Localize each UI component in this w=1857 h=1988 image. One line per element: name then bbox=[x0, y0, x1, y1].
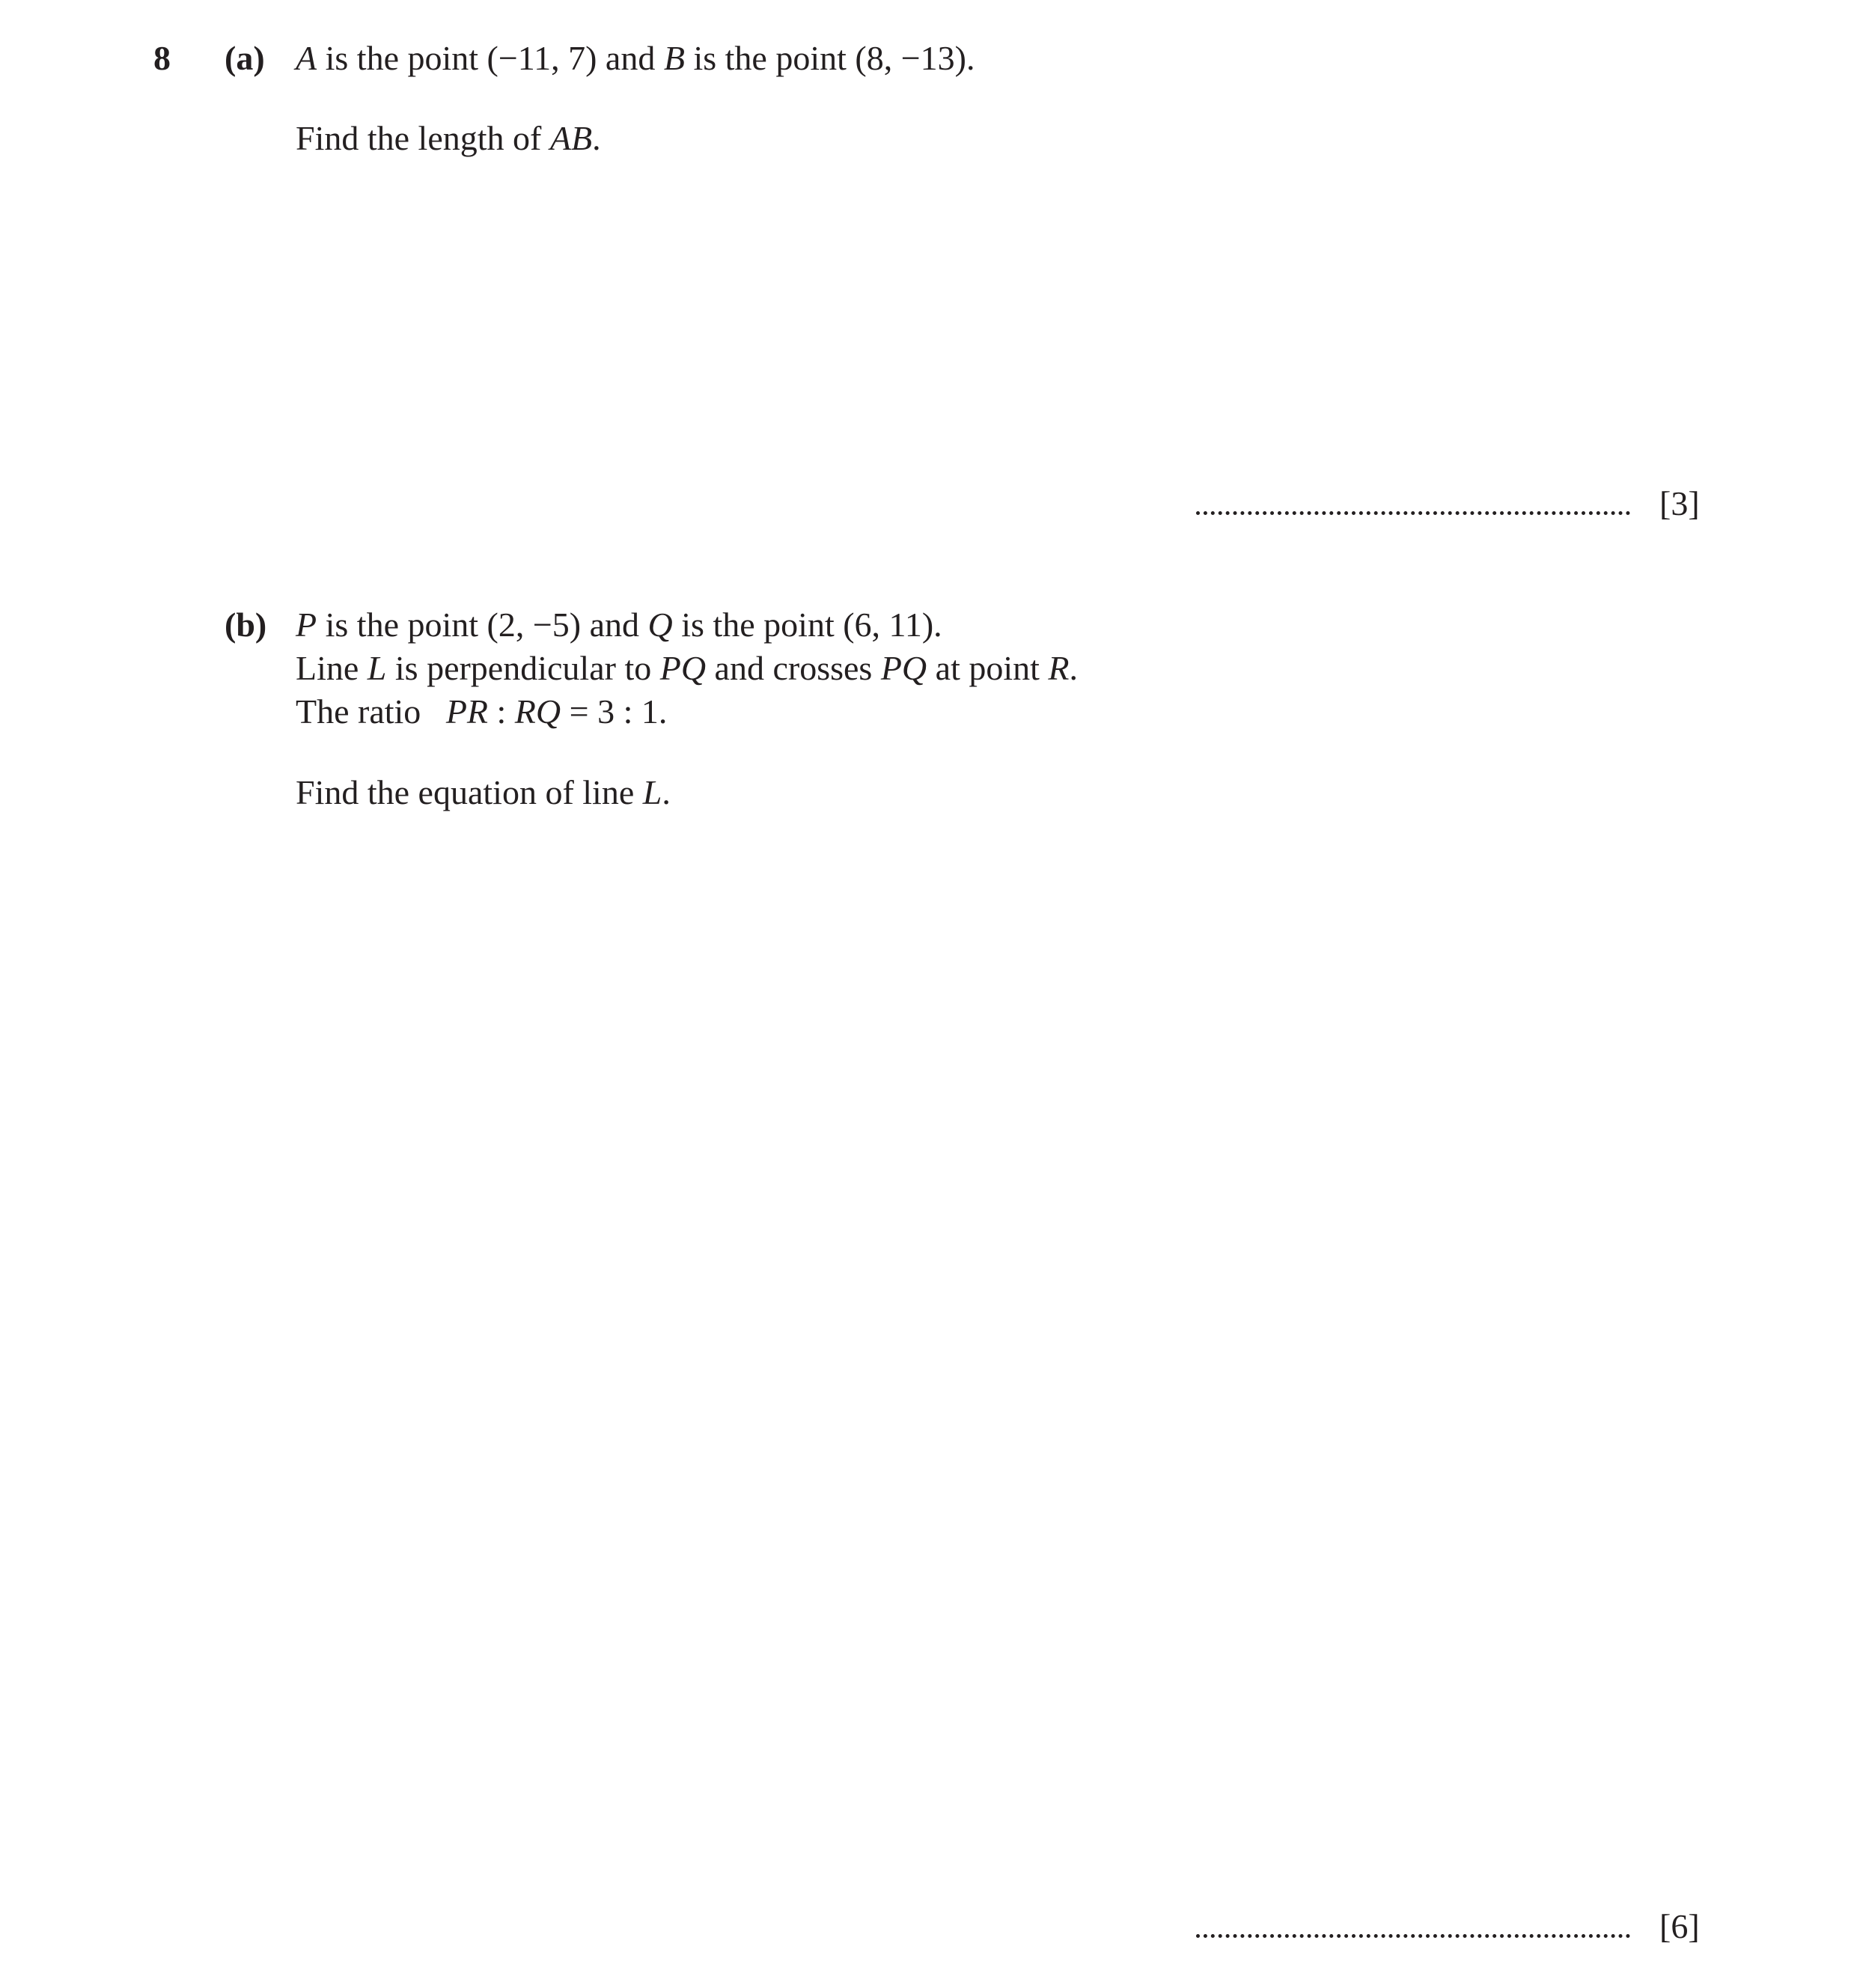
point-q-name: Q bbox=[647, 606, 673, 644]
part-a-text-1: is the point (−11, 7) and bbox=[317, 39, 664, 77]
part-b-line2-text-2: is perpendicular to bbox=[386, 649, 660, 687]
part-b-line2-text-1: Line bbox=[296, 649, 368, 687]
segment-pq-name: PQ bbox=[659, 649, 707, 687]
part-b-instruction-end: . bbox=[662, 773, 671, 811]
point-r-name: R bbox=[1048, 649, 1070, 687]
ratio-value: = 3 : 1. bbox=[561, 692, 668, 731]
part-a-label: (a) bbox=[225, 39, 265, 77]
part-b-text-1: is the point (2, −5) and bbox=[317, 606, 648, 644]
point-a-name: A bbox=[296, 39, 317, 77]
line-l-name-2: L bbox=[642, 773, 662, 811]
part-b-line2-text-5: . bbox=[1069, 649, 1079, 687]
part-b-line2-text-4: at point bbox=[927, 649, 1049, 687]
segment-pq-name-2: PQ bbox=[880, 649, 927, 687]
part-b-ratio bbox=[296, 692, 668, 731]
part-a-statement bbox=[296, 41, 975, 76]
point-p-name: P bbox=[296, 606, 317, 644]
part-b-line2-text-3: and crosses bbox=[706, 649, 881, 687]
part-a-instruction bbox=[296, 121, 601, 156]
part-b-label: (b) bbox=[225, 606, 267, 644]
ratio-text: The ratio bbox=[296, 692, 430, 731]
segment-ab-name: AB bbox=[549, 119, 593, 157]
part-a-text-2: is the point (8, −13). bbox=[684, 39, 975, 77]
answer-line-a[interactable] bbox=[1196, 511, 1630, 515]
part-b-statement bbox=[296, 608, 942, 642]
part-b-line-description bbox=[296, 651, 1078, 686]
line-l-name: L bbox=[367, 649, 387, 687]
ratio-colon: : bbox=[488, 692, 515, 731]
point-b-name: B bbox=[663, 39, 685, 77]
part-a-instruction-end: . bbox=[592, 119, 601, 157]
part-b-instruction-text: Find the equation of line bbox=[296, 773, 643, 811]
marks-a: [3] bbox=[1659, 484, 1700, 522]
part-b-text-2: is the point (6, 11). bbox=[672, 606, 942, 644]
question-number: 8 bbox=[153, 39, 171, 77]
segment-rq-name: RQ bbox=[514, 692, 561, 731]
marks-b: [6] bbox=[1659, 1907, 1700, 1945]
segment-pr-name: PR bbox=[445, 692, 489, 731]
answer-line-b[interactable] bbox=[1196, 1934, 1630, 1938]
part-b-instruction bbox=[296, 775, 671, 810]
part-a-instruction-text: Find the length of bbox=[296, 119, 550, 157]
